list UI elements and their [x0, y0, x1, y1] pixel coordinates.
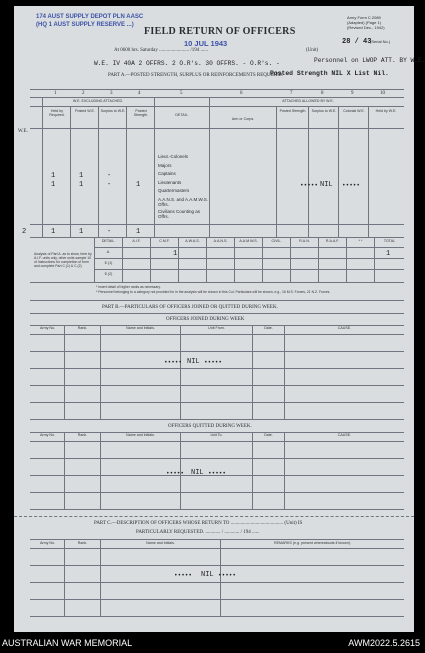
- sub-head-detail: DETAIL.: [101, 239, 116, 243]
- rank-civilians: Civilians Counting as Offrs.: [158, 208, 201, 219]
- part-c-col-remarks: REMARKS (e.g. present whereabouts if known).: [274, 541, 351, 545]
- archive-reference: AWM2022.5.2615: [348, 638, 420, 648]
- col-head-colonial: Colonial W.E.: [343, 109, 365, 113]
- footnote-1: * Insert detail of higher ranks as necessary.: [96, 285, 161, 289]
- col-num-10: 10: [380, 91, 385, 96]
- archive-footer: [0, 636, 424, 653]
- col-num-3: 3: [110, 91, 113, 96]
- quitted-nil-dots-left: •••••: [166, 470, 185, 477]
- entry-r2-c4: 1: [136, 181, 141, 189]
- col-num-2: 2: [82, 91, 85, 96]
- sub-head-total: TOTAL: [383, 239, 396, 243]
- unit-stamp-line1: 174 AUST SUPPLY DEPOT PLN AASC: [36, 14, 144, 20]
- form-ref-2: (Adapted) (Page 1): [347, 20, 382, 25]
- col-num-7: 7: [290, 91, 293, 96]
- group-heading-right: ATTACHED ALLOWED BY W.E.: [282, 99, 334, 103]
- sub-head-aans: A.A.N.S.: [213, 239, 228, 243]
- rank-lt-col: Lieut.-Colonels: [158, 154, 189, 159]
- form-ref-3: (Revised Dec., 1942): [347, 25, 385, 30]
- sub-total-value: 1: [386, 250, 391, 258]
- entry-r2-c1: 1: [51, 181, 56, 189]
- entry-r1-c3: -: [107, 172, 112, 180]
- sub-head-other: * *: [358, 239, 363, 243]
- joined-heading: OFFICERS JOINED DURING WEEK: [166, 317, 245, 322]
- col-num-5: 5: [180, 91, 183, 96]
- total-c1: 1: [51, 228, 56, 236]
- unit-label: (Unit): [306, 48, 319, 53]
- col-head-att-posted: Posted Strength.: [279, 109, 307, 113]
- joined-col-rank: Rank.: [77, 326, 88, 330]
- field-return-form: [14, 6, 425, 632]
- part-c-col-name: Name and Initials.: [146, 541, 175, 545]
- part-a-typed-note: Posted Strength NIL X List Nil.: [270, 70, 389, 77]
- col-head-surplus: Surplus to W.E.: [100, 109, 126, 113]
- we-line: W.E. IV 40A 2 OFFRS. 2 O.R's. 30 OFFRS. - O.R's. -: [94, 60, 280, 67]
- quitted-nil-dots-right: •••••: [208, 470, 227, 477]
- rank-lieutenants: Lieutenants: [158, 179, 182, 185]
- col-head-posted-we: Posted W.E.: [75, 109, 95, 113]
- at-hours-line: At 0600 hrs. Saturday ........................ /194 ......: [114, 48, 209, 53]
- col-head-arm: Arm or Corps.: [231, 117, 255, 121]
- rank-majors: Majors: [158, 162, 172, 168]
- col-num-4: 4: [138, 91, 141, 96]
- rank-qm: Quartermasters: [158, 188, 190, 193]
- sub-head-aif: A.I.F.: [132, 239, 141, 243]
- part-c-heading: PART C.—DESCRIPTION OF OFFICERS WHOSE RETURN TO .......................................... (Unit) IS: [94, 521, 303, 526]
- quitted-col-name: Name and Initials.: [126, 433, 155, 437]
- total-c4: 1: [136, 228, 141, 236]
- quitted-col-unit-to: Unit To.: [210, 433, 223, 437]
- sub-cmf-value: 1: [173, 250, 178, 258]
- we-row-label: W.E.: [18, 129, 28, 134]
- part-a-heading: PART A.—POSTED STRENGTH, SURPLUS OR REINFORCEMENTS REQUIRED.: [108, 73, 284, 78]
- total-c2: 1: [79, 228, 84, 236]
- col-head-held: Held by W.E.: [375, 109, 397, 113]
- col-num-6: 6: [240, 91, 243, 96]
- col-num-9: 9: [351, 91, 354, 96]
- quitted-col-army-no: Army No.: [40, 433, 55, 437]
- joined-col-army-no: Army No.: [40, 326, 55, 330]
- col-num-1: 1: [54, 91, 57, 96]
- footnote-2: * Personnel belonging to a category not provided for in the analysis will be shown in this Col. Particulars will be shown, e.g., 16 M.S. Forces, 21 N.Z. Forces.: [96, 290, 331, 294]
- sub-row-e2: E.(2): [104, 272, 113, 276]
- joined-col-date: Date.: [264, 326, 273, 330]
- joined-col-unit-from: Unit From.: [208, 326, 225, 330]
- entry-r1-c1: 1: [51, 172, 56, 180]
- attached-nil-entry: NIL: [320, 181, 333, 189]
- quitted-col-rank: Rank.: [77, 433, 88, 437]
- rank-aans: A.A.N.S. and A.A.M.W.S. Offrs.: [158, 196, 209, 207]
- sub-head-ran: R.A.N.: [299, 239, 310, 243]
- rank-list: [158, 153, 210, 219]
- analysis-note: Analysis of Part A. as to show, here by A.I.F. units only, other units sample 10 of Instructions for completion of form and complete Part C.(1) & C.(2): [34, 252, 92, 268]
- col-head-posted-strength: Posted Strength.: [133, 109, 149, 117]
- total-c3: -: [107, 228, 112, 236]
- part-b-heading: PART B.—PARTICULARS OF OFFICERS JOINED OR QUITTED DURING WEEK.: [102, 305, 278, 310]
- part-c-heading2: PARTICULARLY REQUESTED. ............ / ............ / 194 ......: [136, 530, 260, 535]
- joined-col-name: Name and Initials.: [126, 326, 155, 330]
- joined-nil-entry: NIL: [187, 358, 200, 366]
- part-c-nil-dots-left: •••••: [174, 572, 193, 579]
- col-head-att-surplus: Surplus to W.E.: [311, 109, 337, 113]
- joined-col-cause: CAUSE.: [337, 326, 352, 330]
- sub-head-cmf: C.M.F.: [159, 239, 170, 243]
- entry-r2-c3: -: [107, 181, 112, 189]
- col-num-8: 8: [321, 91, 324, 96]
- sub-row-a: A.: [106, 250, 111, 254]
- rank-captains: Captains: [158, 171, 176, 176]
- quitted-col-date: Date.: [264, 433, 273, 437]
- col-head-required: Held by Required.: [49, 109, 65, 117]
- date-stamp: 10 JUL 1943: [184, 39, 228, 48]
- serial-label: (Serial No.): [370, 39, 391, 44]
- nil-dots-right: •••••: [342, 182, 361, 189]
- part-c-nil-dots-right: •••••: [218, 572, 237, 579]
- part-c-nil-entry: NIL: [201, 571, 214, 579]
- serial-number: 28 / 43: [342, 38, 372, 46]
- joined-nil-dots-right: •••••: [204, 359, 223, 366]
- joined-nil-dots-left: •••••: [164, 359, 183, 366]
- group-heading-left: W.E. EXCLUDING ATTACHED.: [72, 99, 124, 103]
- sub-head-raaf: R.A.A.F.: [325, 239, 340, 243]
- entry-r1-c2: 1: [79, 172, 84, 180]
- entry-r2-c2: 1: [79, 181, 84, 189]
- quitted-heading: OFFICERS QUITTED DURING WEEK.: [168, 424, 252, 429]
- quitted-nil-entry: NIL: [191, 469, 204, 477]
- unit-stamp-line2: (HQ 1 AUST SUPPLY RESERVE ...): [36, 22, 134, 28]
- sub-row-e1: E.(1): [104, 261, 113, 265]
- sub-head-awas: A.W.A.S.: [185, 239, 200, 243]
- archive-name: AUSTRALIAN WAR MEMORIAL: [2, 638, 133, 648]
- form-title: FIELD RETURN OF OFFICERS: [144, 26, 296, 37]
- attached-line: Personnel on LWOP ATT. BY W.E.: [314, 57, 425, 64]
- sub-head-aamws: A.A.M.W.S.: [239, 239, 258, 243]
- quitted-col-cause: CAUSE.: [337, 433, 352, 437]
- part-c-col-rank: Rank.: [77, 541, 88, 545]
- part-c-col-army-no: Army No.: [40, 541, 55, 545]
- total-c0: 2: [22, 228, 27, 236]
- form-ref-1: Army Form C.2089: [347, 15, 381, 20]
- col-head-detail: DETAIL.: [175, 113, 189, 117]
- sub-head-civil: CIVIL.: [271, 239, 282, 243]
- nil-dots-left: •••••: [300, 182, 319, 189]
